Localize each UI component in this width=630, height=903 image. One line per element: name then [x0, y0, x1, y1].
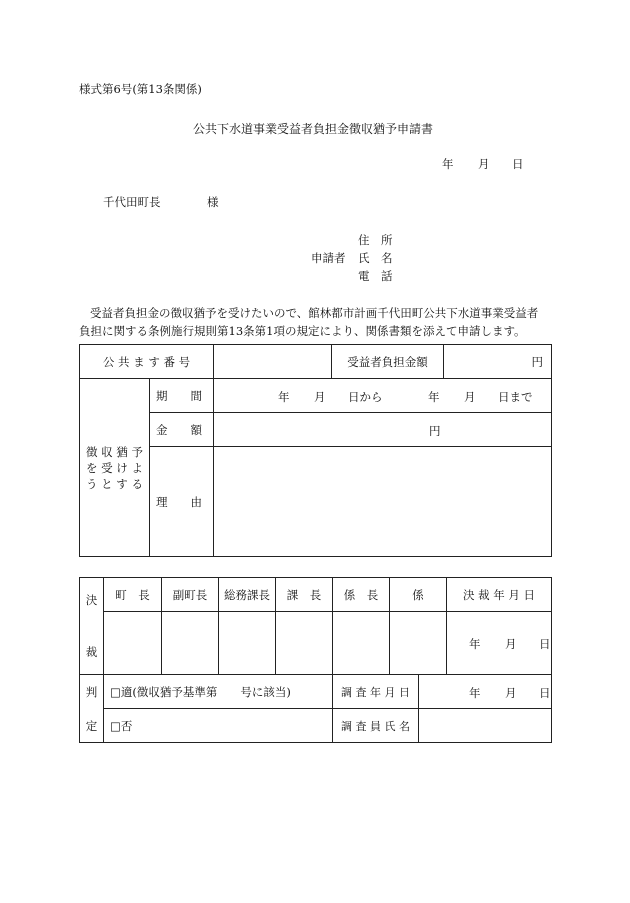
judgment-side-label	[80, 675, 104, 743]
decision-date-month: 月	[505, 637, 517, 652]
period-from-suffix: 日から	[348, 389, 383, 404]
period-to-year: 年	[428, 389, 440, 404]
date-day: 日	[512, 157, 524, 171]
survey-date-day: 日	[539, 685, 551, 700]
reason-field[interactable]	[214, 447, 552, 557]
decision-date-day: 日	[539, 637, 551, 652]
decision-date-field[interactable]	[447, 612, 552, 675]
burden-amount-label: 受益者負担金額	[332, 345, 444, 379]
period-from-month: 月	[314, 389, 326, 404]
document-title: 公共下水道事業受益者負担金徴収猶予申請書	[193, 122, 434, 136]
judgment-label-bottom: 定	[85, 718, 98, 733]
stamp-box-section-chief[interactable]	[276, 612, 333, 675]
period-label: 期 間	[150, 379, 214, 413]
approver-staff: 係	[390, 578, 447, 612]
masu-number-field[interactable]	[214, 345, 332, 379]
burden-amount-unit: 円	[531, 354, 543, 369]
date-year: 年	[442, 157, 454, 171]
deferral-side-label	[80, 379, 150, 557]
period-to-month: 月	[464, 389, 476, 404]
decision-label-top: 決	[85, 593, 98, 607]
approver-mayor: 町 長	[104, 578, 162, 612]
decision-date-header: 決 裁 年 月 日	[447, 578, 552, 612]
side-label-line-2: を 受 け よ	[86, 460, 143, 475]
period-field[interactable]	[214, 379, 552, 413]
deferral-table	[79, 344, 552, 557]
decision-date-year: 年	[469, 637, 481, 652]
applicant-name-label: 氏 名	[358, 251, 393, 265]
stamp-box-general-affairs-chief[interactable]	[219, 612, 276, 675]
survey-date-month: 月	[505, 685, 517, 700]
period-to-suffix: 日まで	[498, 389, 533, 404]
period-from-year: 年	[278, 389, 290, 404]
stamp-box-deputy-mayor[interactable]	[162, 612, 219, 675]
reason-label: 理 由	[150, 447, 214, 557]
approver-general-affairs-chief: 総務課長	[219, 578, 276, 612]
side-label-line-1: 徴 収 猶 予	[86, 444, 143, 459]
body-line-2: 負担に関する条例施行規則第13条第1項の規定により、関係書類を添えて申請します。	[79, 324, 526, 338]
applicant-address-label: 住 所	[358, 233, 393, 247]
survey-date-year: 年	[469, 685, 481, 700]
addressee-name: 千代田町長	[103, 195, 161, 209]
surveyor-name-field[interactable]	[419, 709, 552, 743]
approver-section-chief: 課 長	[276, 578, 333, 612]
survey-date-field[interactable]	[419, 675, 552, 709]
amount-field[interactable]	[214, 413, 552, 447]
date-month: 月	[478, 157, 490, 171]
burden-amount-field[interactable]	[444, 345, 552, 379]
judgment-label-top: 判	[85, 684, 98, 699]
stamp-box-mayor[interactable]	[104, 612, 162, 675]
surveyor-name-label: 調 査 員 氏 名	[333, 709, 419, 743]
approver-unit-chief: 係 長	[333, 578, 390, 612]
decision-table	[79, 577, 552, 743]
decision-side-label	[80, 578, 104, 675]
body-line-1: 受益者負担金の徴収猶予を受けたいので、館林都市計画千代田町公共下水道事業受益者	[90, 306, 539, 320]
amount-label: 金 額	[150, 413, 214, 447]
applicant-phone-label: 電 話	[358, 269, 393, 283]
masu-number-label: 公 共 ま す 番 号	[80, 345, 214, 379]
stamp-box-unit-chief[interactable]	[333, 612, 390, 675]
side-label-line-3: う と す る	[86, 476, 143, 491]
stamp-box-staff[interactable]	[390, 612, 447, 675]
approver-deputy-mayor: 副町長	[162, 578, 219, 612]
form-number: 様式第6号(第13条関係)	[79, 82, 202, 96]
survey-date-label: 調 査 年 月 日	[333, 675, 419, 709]
amount-unit: 円	[429, 423, 441, 438]
decision-label-bottom: 裁	[85, 645, 98, 659]
addressee-honorific: 様	[207, 195, 219, 209]
reject-option[interactable]: □否	[104, 709, 333, 743]
applicant-label: 申請者	[311, 251, 346, 265]
approve-option[interactable]: □適(徴収猶予基準第 号に該当)	[104, 675, 333, 709]
